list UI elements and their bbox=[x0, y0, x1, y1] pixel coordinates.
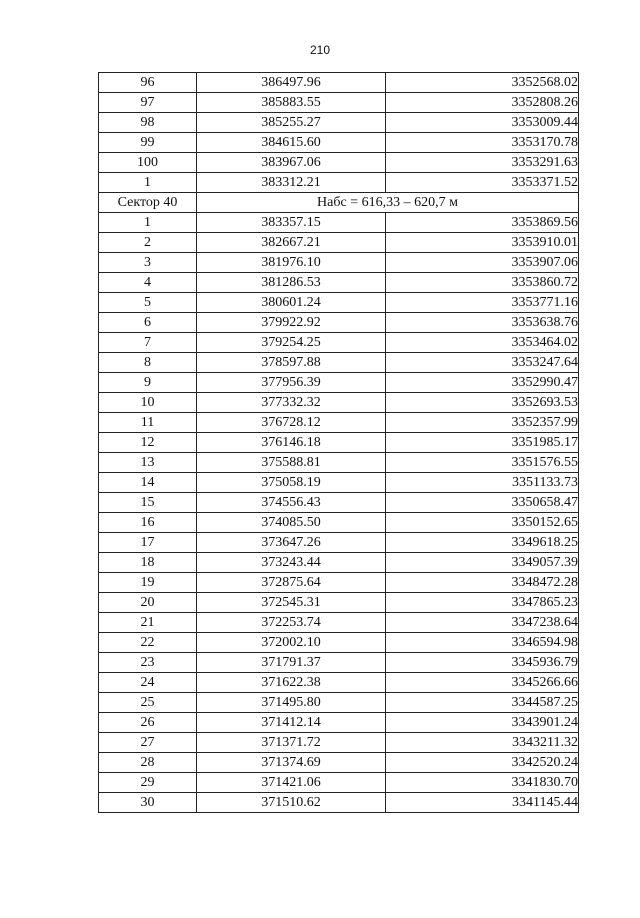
table-row bbox=[99, 553, 579, 573]
y-coordinate: 3353371.52 bbox=[386, 173, 579, 193]
table-row bbox=[99, 513, 579, 533]
point-number: 9 bbox=[99, 373, 197, 393]
x-coordinate: 383967.06 bbox=[197, 153, 386, 173]
x-coordinate: 381976.10 bbox=[197, 253, 386, 273]
y-coordinate: 3353771.16 bbox=[386, 293, 579, 313]
y-coordinate: 3353170.78 bbox=[386, 133, 579, 153]
table-row bbox=[99, 213, 579, 233]
point-number: 14 bbox=[99, 473, 197, 493]
x-coordinate: 371622.38 bbox=[197, 673, 386, 693]
table-row bbox=[99, 353, 579, 373]
point-number: 26 bbox=[99, 713, 197, 733]
coordinates-table bbox=[98, 72, 579, 813]
x-coordinate: 371374.69 bbox=[197, 753, 386, 773]
point-number: 11 bbox=[99, 413, 197, 433]
table-row bbox=[99, 653, 579, 673]
table-row bbox=[99, 613, 579, 633]
point-number: 22 bbox=[99, 633, 197, 653]
y-coordinate: 3353860.72 bbox=[386, 273, 579, 293]
point-number: 17 bbox=[99, 533, 197, 553]
table-row bbox=[99, 73, 579, 93]
x-coordinate: 378597.88 bbox=[197, 353, 386, 373]
rows-before-group bbox=[99, 73, 579, 193]
point-number: 24 bbox=[99, 673, 197, 693]
table-row bbox=[99, 593, 579, 613]
point-number: 28 bbox=[99, 753, 197, 773]
x-coordinate: 371421.06 bbox=[197, 773, 386, 793]
table-row bbox=[99, 493, 579, 513]
point-number: 7 bbox=[99, 333, 197, 353]
x-coordinate: 375058.19 bbox=[197, 473, 386, 493]
table-row bbox=[99, 713, 579, 733]
sector-height-range: Набс = 616,33 – 620,7 м bbox=[197, 193, 579, 213]
x-coordinate: 376146.18 bbox=[197, 433, 386, 453]
table-row bbox=[99, 413, 579, 433]
x-coordinate: 381286.53 bbox=[197, 273, 386, 293]
point-number: 99 bbox=[99, 133, 197, 153]
y-coordinate: 3353907.06 bbox=[386, 253, 579, 273]
x-coordinate: 385255.27 bbox=[197, 113, 386, 133]
table-row bbox=[99, 533, 579, 553]
y-coordinate: 3352357.99 bbox=[386, 413, 579, 433]
x-coordinate: 374085.50 bbox=[197, 513, 386, 533]
point-number: 30 bbox=[99, 793, 197, 813]
point-number: 97 bbox=[99, 93, 197, 113]
table-row bbox=[99, 453, 579, 473]
x-coordinate: 385883.55 bbox=[197, 93, 386, 113]
y-coordinate: 3352693.53 bbox=[386, 393, 579, 413]
table-row bbox=[99, 333, 579, 353]
x-coordinate: 379922.92 bbox=[197, 313, 386, 333]
table-row bbox=[99, 573, 579, 593]
x-coordinate: 384615.60 bbox=[197, 133, 386, 153]
table-row bbox=[99, 273, 579, 293]
x-coordinate: 372545.31 bbox=[197, 593, 386, 613]
sector-label: Сектор 40 bbox=[99, 193, 197, 213]
y-coordinate: 3345936.79 bbox=[386, 653, 579, 673]
y-coordinate: 3347238.64 bbox=[386, 613, 579, 633]
y-coordinate: 3353291.63 bbox=[386, 153, 579, 173]
point-number: 23 bbox=[99, 653, 197, 673]
point-number: 21 bbox=[99, 613, 197, 633]
x-coordinate: 372002.10 bbox=[197, 633, 386, 653]
y-coordinate: 3342520.24 bbox=[386, 753, 579, 773]
x-coordinate: 371791.37 bbox=[197, 653, 386, 673]
y-coordinate: 3352990.47 bbox=[386, 373, 579, 393]
y-coordinate: 3345266.66 bbox=[386, 673, 579, 693]
y-coordinate: 3343901.24 bbox=[386, 713, 579, 733]
point-number: 25 bbox=[99, 693, 197, 713]
table-row bbox=[99, 113, 579, 133]
point-number: 2 bbox=[99, 233, 197, 253]
point-number: 98 bbox=[99, 113, 197, 133]
point-number: 1 bbox=[99, 213, 197, 233]
point-number: 96 bbox=[99, 73, 197, 93]
y-coordinate: 3353009.44 bbox=[386, 113, 579, 133]
y-coordinate: 3352568.02 bbox=[386, 73, 579, 93]
y-coordinate: 3347865.23 bbox=[386, 593, 579, 613]
table-row bbox=[99, 753, 579, 773]
x-coordinate: 382667.21 bbox=[197, 233, 386, 253]
table-row bbox=[99, 733, 579, 753]
table-row bbox=[99, 633, 579, 653]
table-row bbox=[99, 253, 579, 273]
sector-header-group bbox=[99, 193, 579, 213]
x-coordinate: 386497.96 bbox=[197, 73, 386, 93]
point-number: 15 bbox=[99, 493, 197, 513]
y-coordinate: 3353910.01 bbox=[386, 233, 579, 253]
rows-after-group bbox=[99, 213, 579, 813]
y-coordinate: 3353247.64 bbox=[386, 353, 579, 373]
y-coordinate: 3353869.56 bbox=[386, 213, 579, 233]
table-row bbox=[99, 773, 579, 793]
point-number: 1 bbox=[99, 173, 197, 193]
point-number: 20 bbox=[99, 593, 197, 613]
point-number: 10 bbox=[99, 393, 197, 413]
y-coordinate: 3352808.26 bbox=[386, 93, 579, 113]
sector-header-row bbox=[99, 193, 579, 213]
point-number: 12 bbox=[99, 433, 197, 453]
y-coordinate: 3350658.47 bbox=[386, 493, 579, 513]
table-row bbox=[99, 313, 579, 333]
table-row bbox=[99, 153, 579, 173]
y-coordinate: 3350152.65 bbox=[386, 513, 579, 533]
y-coordinate: 3344587.25 bbox=[386, 693, 579, 713]
y-coordinate: 3343211.32 bbox=[386, 733, 579, 753]
x-coordinate: 380601.24 bbox=[197, 293, 386, 313]
point-number: 3 bbox=[99, 253, 197, 273]
y-coordinate: 3351985.17 bbox=[386, 433, 579, 453]
table-row bbox=[99, 93, 579, 113]
x-coordinate: 377332.32 bbox=[197, 393, 386, 413]
x-coordinate: 383357.15 bbox=[197, 213, 386, 233]
point-number: 13 bbox=[99, 453, 197, 473]
x-coordinate: 372253.74 bbox=[197, 613, 386, 633]
table-row bbox=[99, 133, 579, 153]
table-row bbox=[99, 673, 579, 693]
point-number: 8 bbox=[99, 353, 197, 373]
y-coordinate: 3351133.73 bbox=[386, 473, 579, 493]
table-row bbox=[99, 393, 579, 413]
table-row bbox=[99, 373, 579, 393]
point-number: 29 bbox=[99, 773, 197, 793]
table-row bbox=[99, 293, 579, 313]
table-row bbox=[99, 693, 579, 713]
page-number: 210 bbox=[309, 43, 331, 57]
y-coordinate: 3349057.39 bbox=[386, 553, 579, 573]
table-row bbox=[99, 793, 579, 813]
x-coordinate: 371412.14 bbox=[197, 713, 386, 733]
point-number: 5 bbox=[99, 293, 197, 313]
table-row bbox=[99, 433, 579, 453]
x-coordinate: 383312.21 bbox=[197, 173, 386, 193]
y-coordinate: 3353464.02 bbox=[386, 333, 579, 353]
table-row bbox=[99, 173, 579, 193]
x-coordinate: 374556.43 bbox=[197, 493, 386, 513]
y-coordinate: 3351576.55 bbox=[386, 453, 579, 473]
point-number: 4 bbox=[99, 273, 197, 293]
y-coordinate: 3348472.28 bbox=[386, 573, 579, 593]
point-number: 6 bbox=[99, 313, 197, 333]
x-coordinate: 373243.44 bbox=[197, 553, 386, 573]
y-coordinate: 3349618.25 bbox=[386, 533, 579, 553]
x-coordinate: 371495.80 bbox=[197, 693, 386, 713]
y-coordinate: 3341145.44 bbox=[386, 793, 579, 813]
x-coordinate: 372875.64 bbox=[197, 573, 386, 593]
y-coordinate: 3353638.76 bbox=[386, 313, 579, 333]
x-coordinate: 377956.39 bbox=[197, 373, 386, 393]
y-coordinate: 3346594.98 bbox=[386, 633, 579, 653]
x-coordinate: 376728.12 bbox=[197, 413, 386, 433]
point-number: 18 bbox=[99, 553, 197, 573]
x-coordinate: 373647.26 bbox=[197, 533, 386, 553]
x-coordinate: 371371.72 bbox=[197, 733, 386, 753]
x-coordinate: 371510.62 bbox=[197, 793, 386, 813]
point-number: 27 bbox=[99, 733, 197, 753]
point-number: 100 bbox=[99, 153, 197, 173]
y-coordinate: 3341830.70 bbox=[386, 773, 579, 793]
point-number: 19 bbox=[99, 573, 197, 593]
x-coordinate: 379254.25 bbox=[197, 333, 386, 353]
table-row bbox=[99, 473, 579, 493]
table-row bbox=[99, 233, 579, 253]
point-number: 16 bbox=[99, 513, 197, 533]
x-coordinate: 375588.81 bbox=[197, 453, 386, 473]
